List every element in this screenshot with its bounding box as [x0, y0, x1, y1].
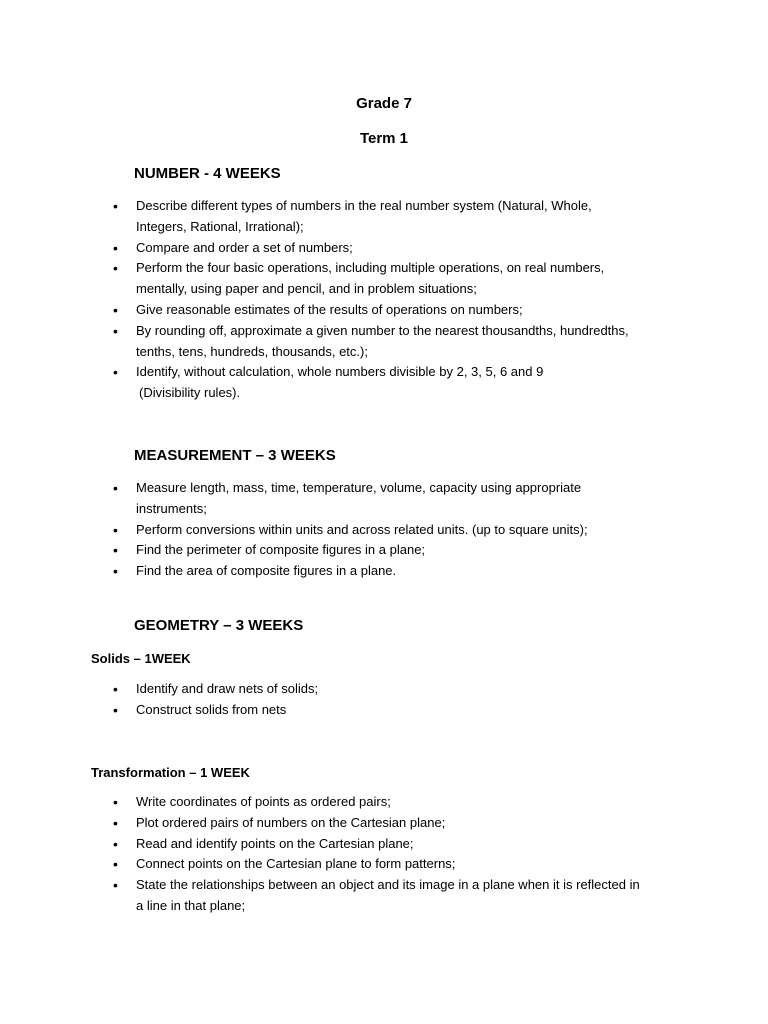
- list-item: • Identify, without calculation, whole numbers divisible by 2, 3, 5, 6 and 9 (Divisibility rules).: [113, 362, 683, 404]
- list-item: • By rounding off, approximate a given number to the nearest thousandths, hundredths, tenths, tens, hundreds, thousands, etc.);: [113, 321, 683, 363]
- list-item: • Find the area of composite figures in a plane.: [113, 561, 683, 582]
- list-item: • Perform the four basic operations, including multiple operations, on real numbers, mentally, using paper and pencil, and in problem situations;: [113, 258, 683, 300]
- list-item: • Describe different types of numbers in the real number system (Natural, Whole, Integers, Rational, Irrational);: [113, 196, 683, 238]
- list-item: • Perform conversions within units and across related units. (up to square units);: [113, 520, 683, 541]
- measurement-objectives-list: [113, 478, 683, 582]
- number-objectives-list: [113, 196, 683, 404]
- list-item: • Connect points on the Cartesian plane to form patterns;: [113, 854, 683, 875]
- list-item: • Construct solids from nets: [113, 700, 683, 721]
- solids-objectives-list: [113, 679, 683, 721]
- term-title: Term 1: [359, 130, 409, 147]
- list-item: • State the relationships between an object and its image in a plane when it is reflected in a line in that plane;: [113, 875, 683, 917]
- list-item: • Identify and draw nets of solids;: [113, 679, 683, 700]
- number-section-heading: NUMBER - 4 WEEKS: [134, 165, 281, 182]
- list-item: • Give reasonable estimates of the results of operations on numbers;: [113, 300, 683, 321]
- transformation-objectives-list: [113, 792, 683, 917]
- list-item: • Measure length, mass, time, temperature, volume, capacity using appropriate instruments;: [113, 478, 683, 520]
- grade-title: Grade 7: [356, 95, 412, 112]
- list-item: • Compare and order a set of numbers;: [113, 238, 683, 259]
- list-item: • Plot ordered pairs of numbers on the Cartesian plane;: [113, 813, 683, 834]
- measurement-section-heading: MEASUREMENT – 3 WEEKS: [134, 447, 336, 464]
- geometry-section-heading: GEOMETRY – 3 WEEKS: [134, 617, 304, 634]
- list-item: • Read and identify points on the Cartesian plane;: [113, 834, 683, 855]
- solids-subheading: Solids – 1WEEK: [91, 651, 191, 666]
- transformation-subheading: Transformation – 1 WEEK: [91, 765, 250, 780]
- list-item: • Write coordinates of points as ordered pairs;: [113, 792, 683, 813]
- list-item: • Find the perimeter of composite figures in a plane;: [113, 540, 683, 561]
